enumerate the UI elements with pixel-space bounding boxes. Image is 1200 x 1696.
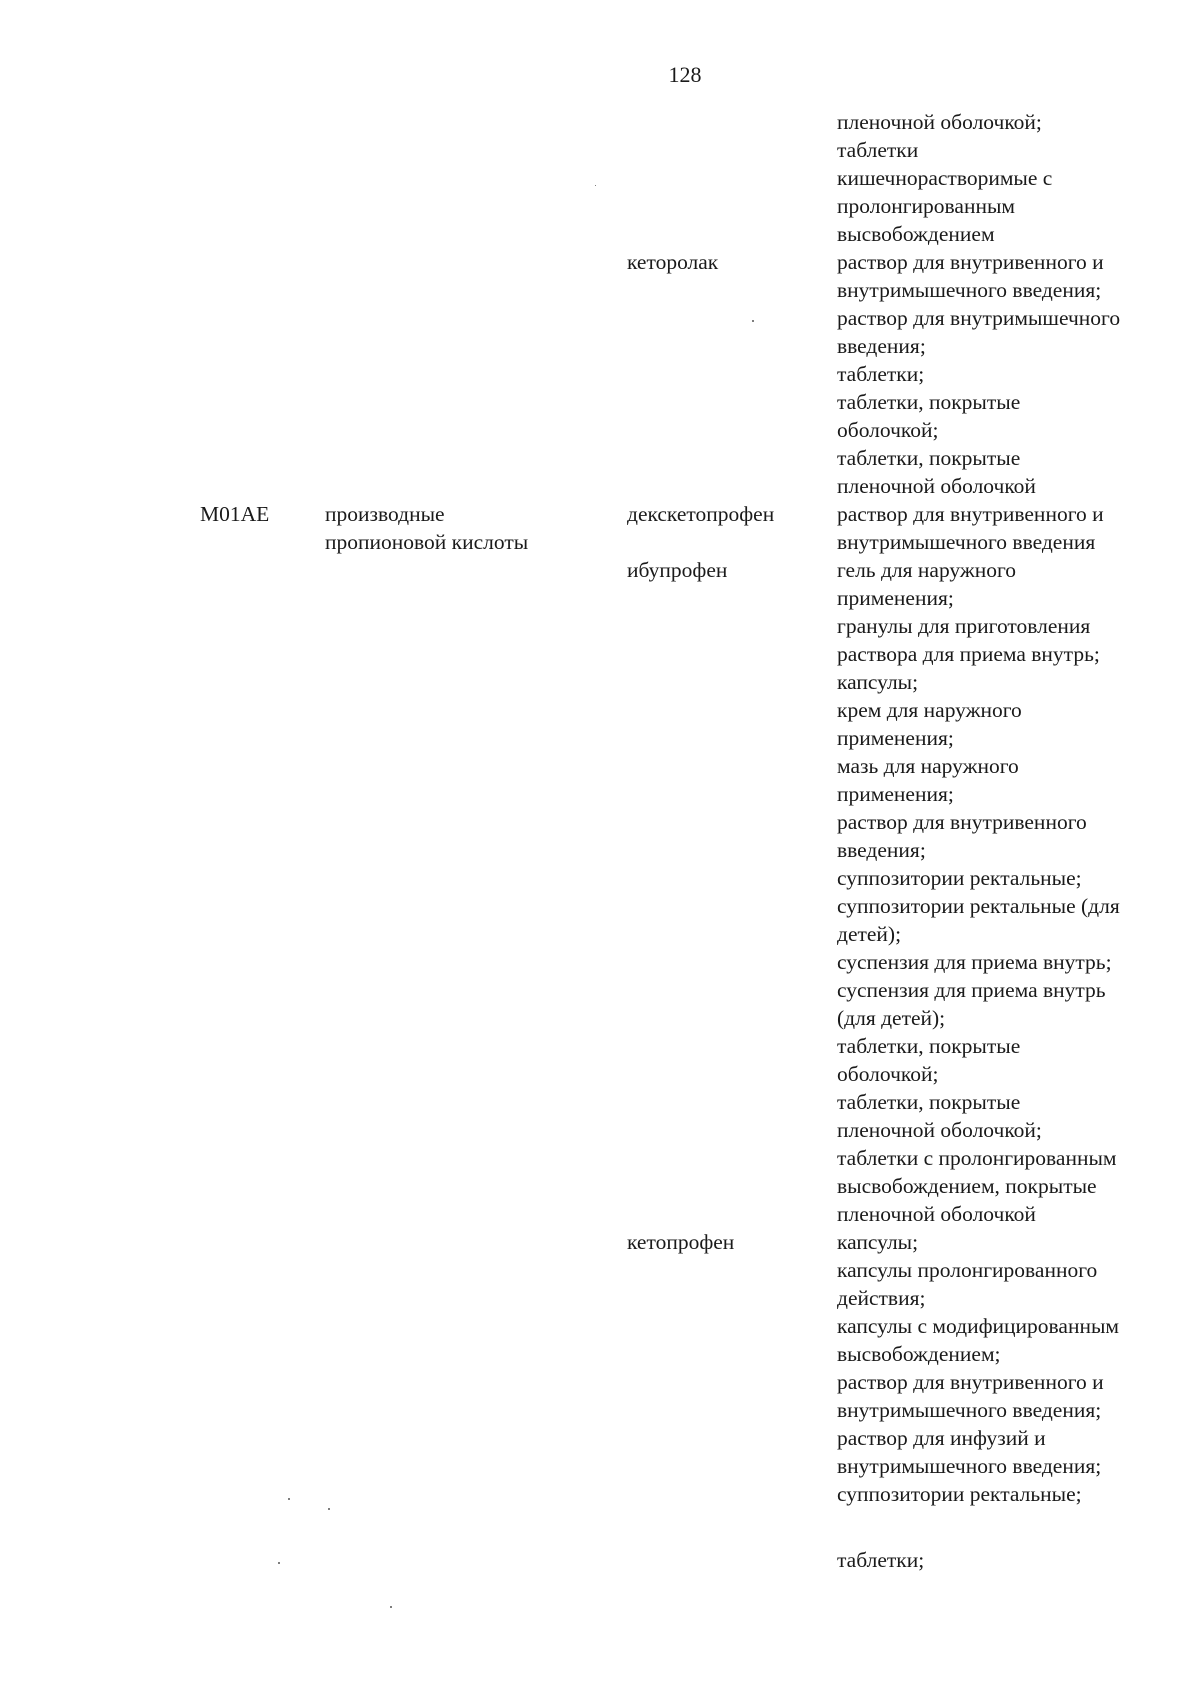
dosage-form-line: пленочной оболочкой (837, 1202, 1036, 1226)
dosage-form-line: применения; (837, 782, 954, 806)
dosage-form-line: мазь для наружного (837, 754, 1019, 778)
dosage-form-line: высвобождением (837, 222, 995, 246)
dosage-form-line: высвобождением, покрытые (837, 1174, 1097, 1198)
dosage-form-line: суппозитории ректальные; (837, 1482, 1082, 1506)
atc-group-name: производные (325, 502, 445, 526)
dosage-form-line: раствор для внутривенного (837, 810, 1087, 834)
dosage-form-line: раствора для приема внутрь; (837, 642, 1100, 666)
dosage-form-line: капсулы; (837, 670, 919, 694)
dosage-form-line: таблетки; (837, 1548, 925, 1572)
dosage-form-line: таблетки (837, 138, 919, 162)
dosage-form-line: гель для наружного (837, 558, 1017, 582)
dosage-form-line: детей); (837, 922, 902, 946)
drug-name: кетопрофен (627, 1230, 735, 1254)
dosage-form-line: суппозитории ректальные; (837, 866, 1082, 890)
dosage-form-line: раствор для внутримышечного (837, 306, 1121, 330)
dosage-form-line: таблетки, покрытые (837, 446, 1021, 470)
dosage-form-line: капсулы; (837, 1230, 919, 1254)
dosage-form-line: раствор для внутривенного и (837, 250, 1104, 274)
dosage-form-line: применения; (837, 586, 954, 610)
page-number: 128 (668, 62, 702, 87)
dosage-form-line: капсулы пролонгированного (837, 1258, 1098, 1282)
dosage-form-line: кишечнорастворимые с (837, 166, 1053, 190)
dosage-form-line: раствор для инфузий и (837, 1426, 1046, 1450)
dosage-form-line: внутримышечного введения; (837, 1454, 1102, 1478)
dosage-form-line: пленочной оболочкой (837, 474, 1036, 498)
dosage-form-line: введения; (837, 838, 926, 862)
dosage-form-line: (для детей); (837, 1006, 946, 1030)
dosage-form-line: суппозитории ректальные (для (837, 894, 1120, 918)
dosage-form-line: капсулы с модифицированным (837, 1314, 1120, 1338)
dosage-form-line: пленочной оболочкой; (837, 110, 1042, 134)
dosage-form-line: высвобождением; (837, 1342, 1001, 1366)
dosage-form-line: внутримышечного введения; (837, 278, 1102, 302)
dosage-form-line: оболочкой; (837, 1062, 939, 1086)
scan-speck (595, 185, 596, 186)
scan-speck (278, 1562, 280, 1564)
dosage-form-line: пролонгированным (837, 194, 1016, 218)
dosage-form-line: крем для наружного (837, 698, 1022, 722)
dosage-form-line: таблетки, покрытые (837, 1034, 1021, 1058)
drug-name: кеторолак (627, 250, 719, 274)
dosage-form-line: пленочной оболочкой; (837, 1118, 1042, 1142)
scan-speck (328, 1508, 330, 1510)
atc-group-name: пропионовой кислоты (325, 530, 529, 554)
dosage-form-line: суспензия для приема внутрь; (837, 950, 1112, 974)
dosage-form-line: таблетки, покрытые (837, 1090, 1021, 1114)
dosage-form-line: таблетки с пролонгированным (837, 1146, 1117, 1170)
scan-speck (752, 320, 754, 322)
drug-name: ибупрофен (627, 558, 728, 582)
dosage-form-line: раствор для внутривенного и (837, 1370, 1104, 1394)
dosage-form-line: раствор для внутривенного и (837, 502, 1104, 526)
dosage-form-line: действия; (837, 1286, 926, 1310)
dosage-form-line: применения; (837, 726, 954, 750)
dosage-form-line: внутримышечного введения; (837, 1398, 1102, 1422)
dosage-form-line: оболочкой; (837, 418, 939, 442)
atc-code: M01AE (200, 502, 270, 526)
dosage-form-line: гранулы для приготовления (837, 614, 1091, 638)
dosage-form-line: таблетки; (837, 362, 925, 386)
dosage-form-line: суспензия для приема внутрь (837, 978, 1106, 1002)
dosage-form-line: введения; (837, 334, 926, 358)
dosage-form-line: внутримышечного введения (837, 530, 1096, 554)
scan-speck (390, 1606, 392, 1608)
scan-speck (288, 1498, 290, 1500)
drug-name: декскетопрофен (627, 502, 775, 526)
dosage-form-line: таблетки, покрытые (837, 390, 1021, 414)
